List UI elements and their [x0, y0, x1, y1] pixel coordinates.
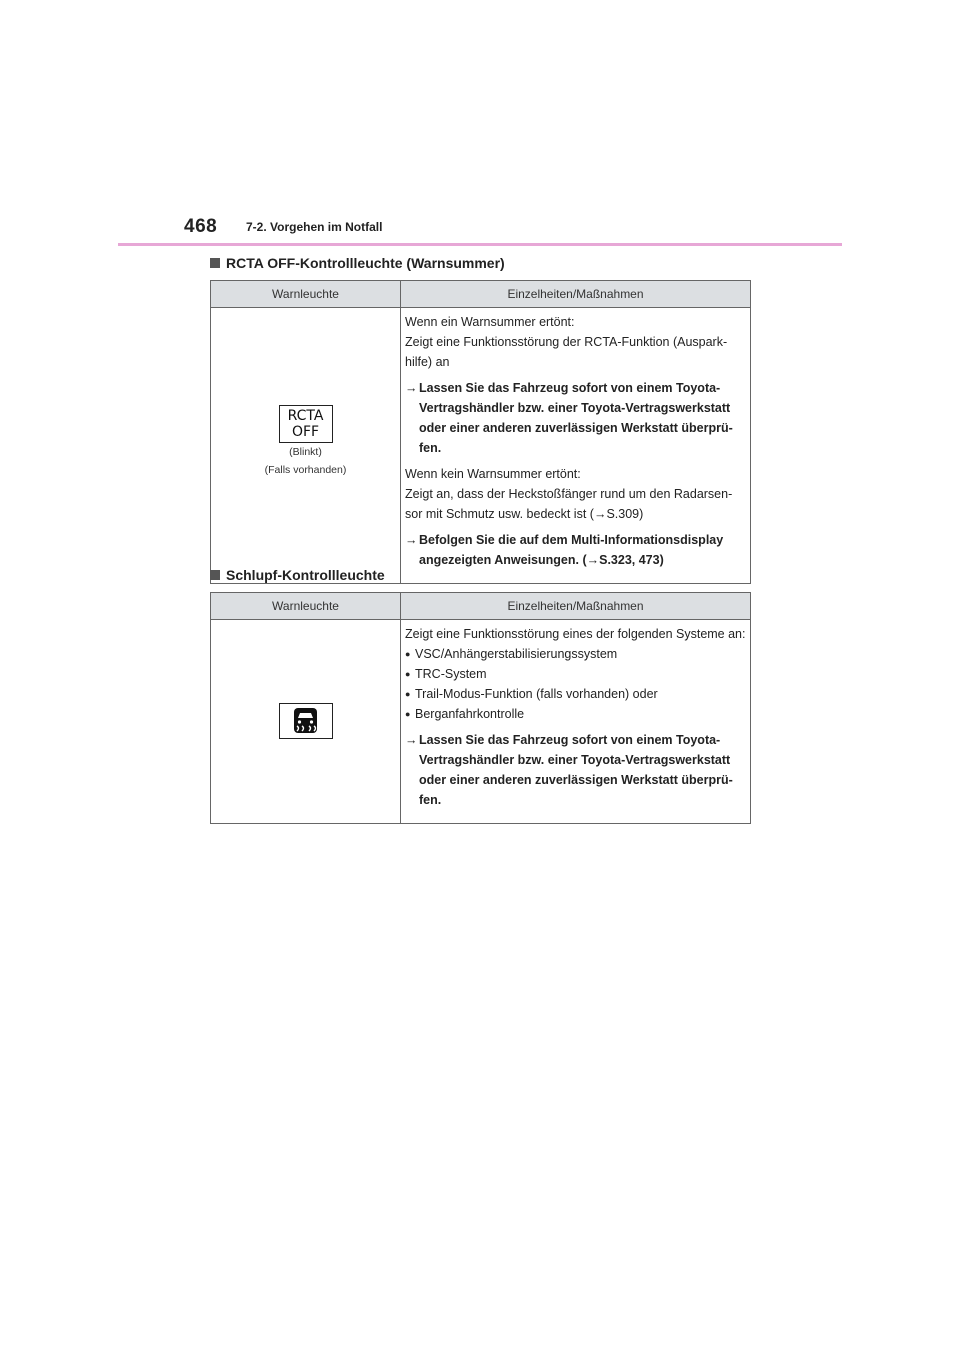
- warning-light-cell: [211, 308, 401, 584]
- chapter-title: 7-2. Vorgehen im Notfall: [246, 220, 383, 234]
- list-item: [405, 704, 746, 724]
- list-item: [405, 644, 746, 664]
- heading-square-icon: [210, 258, 220, 268]
- condition-text: Wenn kein Warnsummer ertönt:: [405, 467, 581, 481]
- action-item: [405, 730, 746, 810]
- column-header-warnleuchte: Warnleuchte: [211, 593, 401, 620]
- icon-caption-blinkt: (Blinkt): [289, 445, 322, 458]
- heading-square-icon: [210, 570, 220, 580]
- table-header-row: [211, 281, 751, 308]
- section-heading-slip: [210, 567, 385, 583]
- rcta-off-icon: [279, 405, 333, 443]
- description-text: Zeigt eine Funktionsstörung eines der folgenden Systeme an:: [405, 627, 746, 641]
- action-text: Befolgen Sie die auf dem Multi-Informationsdisplay angezeigten Anweisungen. (→S.323, 473): [419, 533, 724, 567]
- description-text: Zeigt an, dass der Heckstoßfänger rund um den Radarsen-sor mit Schmutz usw. bedeckt ist (→S.309): [405, 487, 733, 521]
- condition-text: Wenn ein Warnsummer ertönt:: [405, 315, 575, 329]
- details-cell: [401, 308, 751, 584]
- list-item-text: VSC/Anhängerstabilisierungssystem: [415, 647, 618, 661]
- page-number: 468: [184, 216, 218, 237]
- icon-caption-optional: (Falls vorhanden): [264, 463, 347, 476]
- slip-table: [210, 592, 751, 824]
- bullet-icon: ●: [405, 649, 411, 659]
- icon-text-off: OFF: [291, 423, 320, 440]
- column-header-warnleuchte: Warnleuchte: [211, 281, 401, 308]
- arrow-icon: →: [405, 381, 418, 395]
- action-item: [405, 378, 746, 458]
- rcta-table: [210, 280, 751, 584]
- list-item: [405, 684, 746, 704]
- list-item-text: Trail-Modus-Funktion (falls vorhanden) oder: [415, 687, 658, 701]
- header-divider: [118, 243, 842, 246]
- icon-text-rcta: RCTA: [287, 407, 324, 424]
- table-row: [211, 620, 751, 824]
- bullet-icon: ●: [405, 689, 411, 699]
- action-text: Lassen Sie das Fahrzeug sofort von einem Toyota-Vertragshändler bzw. einer Toyota-Vertragswerkstatt oder einer anderen zuverlässigen Werkstatt überprü-fen.: [419, 733, 733, 807]
- details-cell: [401, 620, 751, 824]
- slip-car-icon: [280, 704, 331, 737]
- list-item-text: Berganfahrkontrolle: [415, 707, 525, 721]
- arrow-icon: →: [405, 733, 418, 747]
- warning-light-cell: [211, 620, 401, 824]
- bullet-icon: ●: [405, 709, 411, 719]
- action-item: [405, 530, 746, 570]
- section-heading-rcta: [210, 255, 505, 271]
- list-item: [405, 664, 746, 684]
- description-text: Zeigt eine Funktionsstörung der RCTA-Funktion (Auspark-hilfe) an: [405, 335, 728, 369]
- slip-indicator-icon: [279, 703, 333, 739]
- action-text: Lassen Sie das Fahrzeug sofort von einem Toyota-Vertragshändler bzw. einer Toyota-Vertragswerkstatt oder einer anderen zuverlässigen Werkstatt überprü-fen.: [419, 381, 733, 455]
- list-item-text: TRC-System: [415, 667, 487, 681]
- heading-text: RCTA OFF-Kontrollleuchte (Warnsummer): [226, 255, 505, 271]
- column-header-details: Einzelheiten/Maßnahmen: [401, 281, 751, 308]
- table-row: [211, 308, 751, 584]
- arrow-icon: →: [405, 533, 418, 547]
- column-header-details: Einzelheiten/Maßnahmen: [401, 593, 751, 620]
- table-header-row: [211, 593, 751, 620]
- heading-text: Schlupf-Kontrollleuchte: [226, 567, 385, 583]
- bullet-icon: ●: [405, 669, 411, 679]
